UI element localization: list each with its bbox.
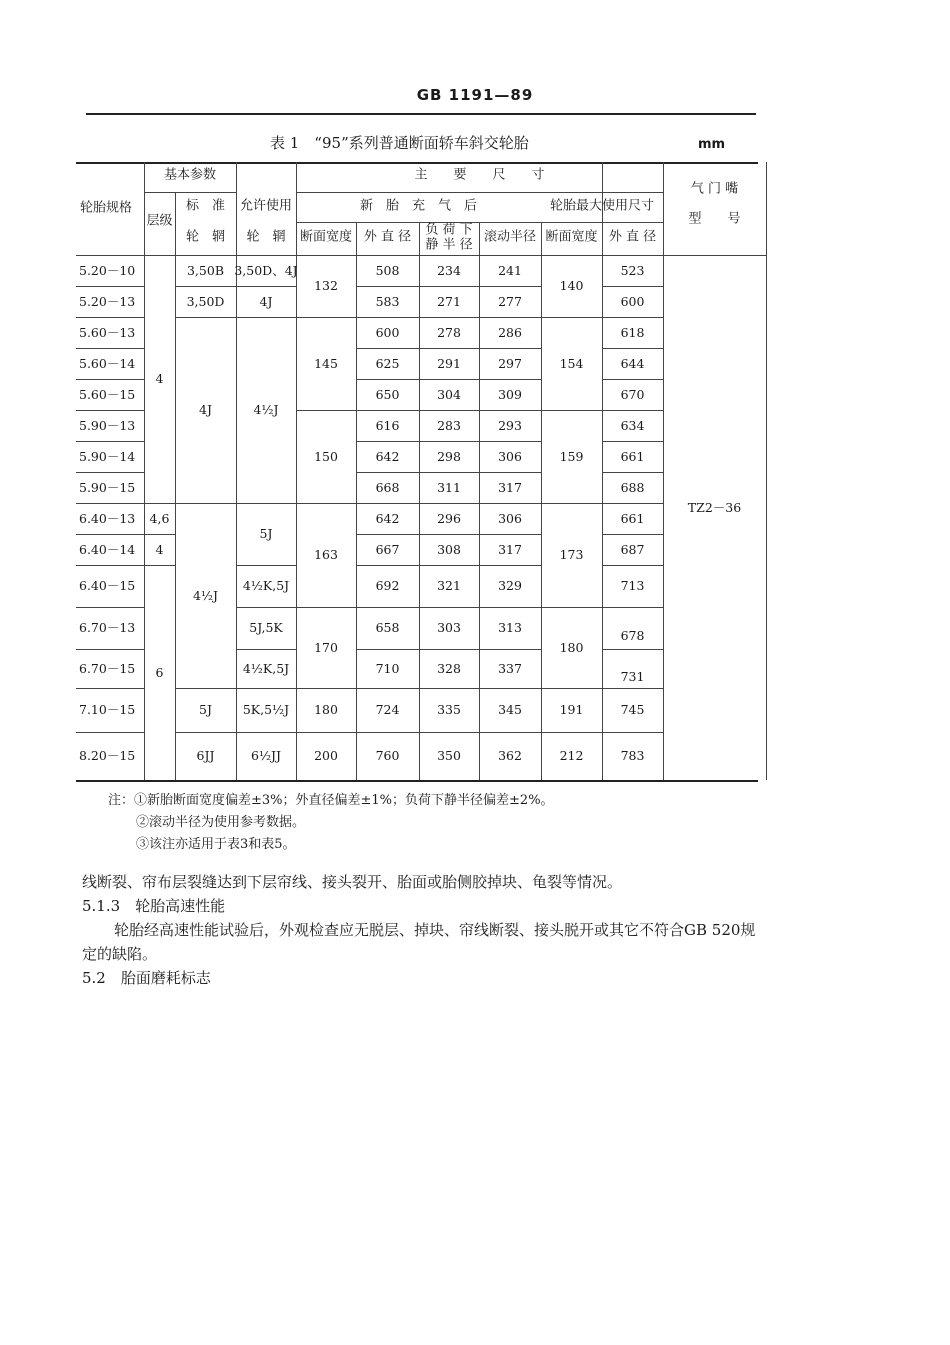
table-cell-section-width: 145 [314, 355, 338, 371]
body-text [82, 870, 762, 990]
table-cell-outer-dia: 668 [375, 479, 400, 495]
row-line [541, 688, 602, 689]
table-cell-static-radius: 350 [437, 747, 461, 763]
header-max-section-width: 断面宽度 [545, 229, 598, 245]
table-cell-outer-dia: 650 [375, 386, 400, 402]
table-cell-allowed-rim: 4½K,5J [242, 660, 290, 676]
table-cell-rolling-radius: 293 [498, 417, 522, 433]
note-1: 注：①新胎断面宽度偏差±3%；外直径偏差±1%；负荷下静半径偏差±2%。 [108, 793, 554, 808]
table-cell-max-section-width: 212 [559, 747, 584, 763]
table-row-spec: 5.90－13 [79, 417, 136, 433]
table-cell-rolling-radius: 317 [498, 541, 522, 557]
table-cell-max-outer-dia: 688 [620, 479, 645, 495]
table-cell-static-radius: 335 [437, 701, 461, 717]
table-bottom-border [76, 780, 758, 782]
row-line [602, 379, 663, 380]
row-line [356, 649, 541, 650]
table-cell-outer-dia: 583 [375, 293, 400, 309]
table-cell-static-radius: 321 [437, 577, 461, 593]
header-std-rim: 轮 辋 [185, 229, 226, 245]
row-line [541, 732, 602, 733]
table-cell-max-section-width: 191 [559, 701, 584, 717]
row-line [144, 503, 175, 504]
table-cell-static-radius: 291 [437, 355, 461, 371]
table-cell-section-width: 170 [314, 639, 338, 655]
table-row-spec: 5.90－14 [79, 448, 136, 464]
row-line [76, 317, 144, 318]
row-line [236, 565, 296, 566]
section-5-1-3-paragraph: 轮胎经高速性能试验后，外观检查应无脱层、掉块、帘线断裂、接头脱开或其它不符合GB 520规定的缺陷。 [82, 921, 756, 963]
table-row-spec: 5.60－13 [79, 324, 136, 340]
table-cell-max-section-width: 154 [559, 355, 584, 371]
table-cell-rolling-radius: 337 [498, 660, 522, 676]
row-line [602, 441, 663, 442]
row-line [356, 565, 541, 566]
table-cell-section-width: 150 [314, 448, 338, 464]
row-line [541, 317, 602, 318]
header-allowed-rim: 允许使用 [239, 198, 293, 214]
table-row-spec: 6.40－15 [79, 577, 136, 593]
table-cell-section-width: 200 [314, 747, 338, 763]
column-divider [144, 162, 145, 780]
row-line [76, 472, 144, 473]
header-max-outer-dia: 外 直 径 [608, 229, 657, 245]
table-top-border [76, 162, 758, 164]
header-static-radius: 静 半 径 [425, 237, 473, 253]
table-unit: mm [698, 137, 726, 152]
table-cell-allowed-rim: 5K,5½J [242, 701, 290, 717]
table-cell-max-outer-dia: 783 [620, 747, 645, 763]
table-cell-max-outer-dia: 745 [620, 701, 645, 717]
tire-spec-table [76, 162, 758, 780]
row-line [76, 286, 144, 287]
table-row-spec: 5.20－10 [79, 262, 136, 278]
table-cell-std-rim: 4½J [192, 587, 219, 603]
table-row-spec: 5.60－15 [79, 386, 136, 402]
header-new-inflated: 新 胎 充 气 后 [359, 198, 478, 214]
table-cell-allowed-rim: 4J [259, 293, 273, 309]
table-cell-allowed-rim: 3,50D、4J [234, 262, 298, 278]
table-cell-std-rim: 4J [199, 401, 212, 417]
table-cell-max-outer-dia: 661 [620, 510, 645, 526]
row-line [356, 379, 541, 380]
table-cell-rolling-radius: 313 [498, 619, 522, 635]
row-line [296, 503, 356, 504]
section-5-2-title: 5.2 胎面磨耗标志 [82, 969, 211, 987]
table-cell-static-radius: 328 [437, 660, 461, 676]
header-line [144, 192, 236, 193]
row-line [175, 317, 236, 318]
table-cell-section-width: 132 [314, 277, 338, 293]
row-line [236, 688, 296, 689]
table-cell-static-radius: 296 [437, 510, 461, 526]
header-spec: 轮胎规格 [80, 200, 133, 216]
table-cell-max-outer-dia: 618 [620, 324, 645, 340]
table-cell-valve: TZ2－36 [687, 499, 742, 515]
row-line [236, 607, 296, 608]
row-line [76, 379, 144, 380]
column-divider [479, 222, 480, 780]
table-cell-rolling-radius: 241 [498, 262, 522, 278]
table-cell-std-rim: 3,50D [186, 293, 225, 309]
table-cell-outer-dia: 710 [375, 660, 400, 676]
table-cell-ply: 4,6 [149, 510, 170, 526]
header-allowed-rim: 轮 辋 [246, 229, 286, 245]
table-cell-max-outer-dia: 670 [620, 386, 645, 402]
table-cell-section-width: 163 [314, 546, 338, 562]
table-cell-std-rim: 3,50B [186, 262, 225, 278]
table-cell-static-radius: 308 [437, 541, 461, 557]
table-cell-rolling-radius: 329 [498, 577, 522, 593]
header-static-radius: 负 荷 下 [425, 222, 473, 238]
column-divider [766, 162, 767, 780]
note-3: ③该注亦适用于表3和表5。 [136, 837, 296, 852]
row-line [602, 732, 663, 733]
table-cell-static-radius: 278 [437, 324, 461, 340]
row-line [356, 688, 541, 689]
row-line [602, 688, 663, 689]
table-cell-static-radius: 311 [437, 479, 461, 495]
table-cell-ply: 4 [155, 541, 164, 557]
table-cell-rolling-radius: 345 [498, 701, 522, 717]
table-cell-static-radius: 234 [437, 262, 461, 278]
row-line [296, 732, 356, 733]
table-cell-max-outer-dia: 687 [620, 541, 645, 557]
row-line [175, 688, 236, 689]
header-max-use: 轮胎最大使用尺寸 [549, 198, 655, 214]
table-cell-max-outer-dia: 713 [620, 577, 645, 593]
row-line [76, 410, 144, 411]
table-cell-section-width: 180 [314, 701, 338, 717]
table-cell-ply: 4 [155, 370, 164, 386]
row-line [144, 534, 175, 535]
header-main-dims: 主 要 尺 寸 [414, 167, 545, 183]
table-cell-rolling-radius: 277 [498, 293, 522, 309]
table-cell-max-outer-dia: 678 [620, 627, 645, 643]
table-cell-max-outer-dia: 600 [620, 293, 645, 309]
section-5-1-3-title: 5.1.3 轮胎高速性能 [82, 897, 226, 915]
table-cell-max-outer-dia: 661 [620, 448, 645, 464]
row-line [144, 565, 175, 566]
table-cell-outer-dia: 658 [375, 619, 400, 635]
table-row-spec: 5.20－13 [79, 293, 136, 309]
header-section-width: 断面宽度 [299, 229, 353, 245]
table-cell-outer-dia: 724 [375, 701, 400, 717]
table-cell-outer-dia: 667 [375, 541, 400, 557]
table-cell-allowed-rim: 5J [259, 525, 273, 541]
table-cell-rolling-radius: 306 [498, 510, 522, 526]
table-cell-std-rim: 6JJ [196, 747, 215, 763]
row-line [602, 503, 663, 504]
header-valve: 型 号 [688, 211, 741, 227]
table-cell-static-radius: 303 [437, 619, 461, 635]
header-outer-dia: 外 直 径 [363, 229, 412, 245]
table-cell-static-radius: 283 [437, 417, 461, 433]
table-row-spec: 8.20－15 [79, 747, 136, 763]
table-cell-rolling-radius: 317 [498, 479, 522, 495]
table-cell-max-outer-dia: 731 [620, 668, 645, 684]
row-line [356, 317, 541, 318]
table-cell-outer-dia: 692 [375, 577, 400, 593]
table-row-spec: 6.70－15 [79, 660, 136, 676]
row-line [76, 441, 144, 442]
table-cell-max-section-width: 159 [559, 448, 584, 464]
row-line [602, 649, 663, 650]
table-cell-static-radius: 298 [437, 448, 461, 464]
table-cell-std-rim: 5J [199, 701, 212, 717]
table-caption: 表 1 “95”系列普通断面轿车斜交轮胎 [270, 134, 529, 152]
row-line [602, 286, 663, 287]
table-cell-max-section-width: 173 [559, 546, 584, 562]
column-divider [663, 192, 664, 780]
row-line [602, 565, 663, 566]
row-line [356, 286, 541, 287]
row-line [541, 607, 602, 608]
row-line [76, 688, 144, 689]
table-cell-rolling-radius: 286 [498, 324, 522, 340]
row-line [296, 607, 356, 608]
table-row-spec: 6.40－14 [79, 541, 136, 557]
row-line [296, 317, 356, 318]
row-line [236, 649, 296, 650]
row-line [602, 348, 663, 349]
row-line [76, 348, 144, 349]
row-line [356, 348, 541, 349]
table-cell-outer-dia: 642 [375, 448, 400, 464]
header-rolling-radius: 滚动半径 [483, 229, 537, 245]
table-cell-outer-dia: 642 [375, 510, 400, 526]
table-row-spec: 6.40－13 [79, 510, 136, 526]
table-cell-allowed-rim: 5J,5K [249, 619, 283, 635]
row-line [356, 503, 541, 504]
column-divider [541, 222, 542, 780]
row-line [356, 534, 541, 535]
table-cell-outer-dia: 508 [375, 262, 400, 278]
row-line [236, 732, 296, 733]
header-line [296, 192, 663, 193]
table-row-spec: 7.10－15 [79, 701, 136, 717]
row-line [541, 410, 602, 411]
row-line [356, 732, 541, 733]
row-line [602, 607, 663, 608]
table-cell-outer-dia: 760 [375, 747, 400, 763]
table-cell-outer-dia: 625 [375, 355, 400, 371]
table-cell-allowed-rim: 4½K,5J [242, 577, 290, 593]
table-cell-outer-dia: 600 [375, 324, 400, 340]
header-basic-params: 基本参数 [163, 167, 217, 183]
table-cell-outer-dia: 616 [375, 417, 400, 433]
table-cell-static-radius: 304 [437, 386, 461, 402]
row-line [356, 472, 541, 473]
row-line [602, 317, 663, 318]
table-row-spec: 5.60－14 [79, 355, 136, 371]
row-line [76, 534, 144, 535]
table-cell-rolling-radius: 306 [498, 448, 522, 464]
table-cell-max-section-width: 180 [559, 639, 584, 655]
table-cell-ply: 6 [155, 664, 164, 680]
row-line [175, 503, 236, 504]
table-row-spec: 5.90－15 [79, 479, 136, 495]
header-valve: 气 门 嘴 [690, 181, 739, 197]
header-std-rim: 标 准 [185, 198, 226, 214]
row-line [602, 472, 663, 473]
row-line [356, 607, 541, 608]
table-cell-max-section-width: 140 [559, 277, 584, 293]
table-row-spec: 6.70－13 [79, 619, 136, 635]
table-cell-rolling-radius: 362 [498, 747, 522, 763]
table-cell-max-outer-dia: 523 [620, 262, 645, 278]
column-divider [419, 222, 420, 780]
row-line [356, 410, 541, 411]
header-ply: 层级 [146, 213, 173, 229]
row-line [236, 317, 296, 318]
column-divider [356, 222, 357, 780]
table-cell-max-outer-dia: 634 [620, 417, 645, 433]
header-rule [86, 113, 756, 115]
table-cell-allowed-rim: 6½JJ [250, 747, 282, 763]
row-line [296, 688, 356, 689]
row-line [76, 732, 144, 733]
document-code: GB 1191—89 [416, 86, 534, 104]
table-cell-static-radius: 271 [437, 293, 461, 309]
column-divider [175, 192, 176, 780]
row-line [602, 534, 663, 535]
body-line-1: 线断裂、帘布层裂缝达到下层帘线、接头裂开、胎面或胎侧胶掉块、龟裂等情况。 [82, 873, 623, 891]
row-line [356, 441, 541, 442]
table-cell-allowed-rim: 4½J [253, 401, 279, 417]
table-cell-rolling-radius: 309 [498, 386, 522, 402]
table-notes [108, 790, 554, 856]
row-line [76, 503, 144, 504]
table-cell-max-outer-dia: 644 [620, 355, 645, 371]
note-2: ②滚动半径为使用参考数据。 [136, 815, 306, 830]
row-line [76, 649, 144, 650]
row-line [175, 286, 236, 287]
row-line [602, 410, 663, 411]
row-line [296, 410, 356, 411]
row-line [76, 607, 144, 608]
row-line [541, 503, 602, 504]
row-line [236, 286, 296, 287]
table-cell-rolling-radius: 297 [498, 355, 522, 371]
row-line [175, 732, 236, 733]
row-line [236, 503, 296, 504]
row-line [76, 565, 144, 566]
